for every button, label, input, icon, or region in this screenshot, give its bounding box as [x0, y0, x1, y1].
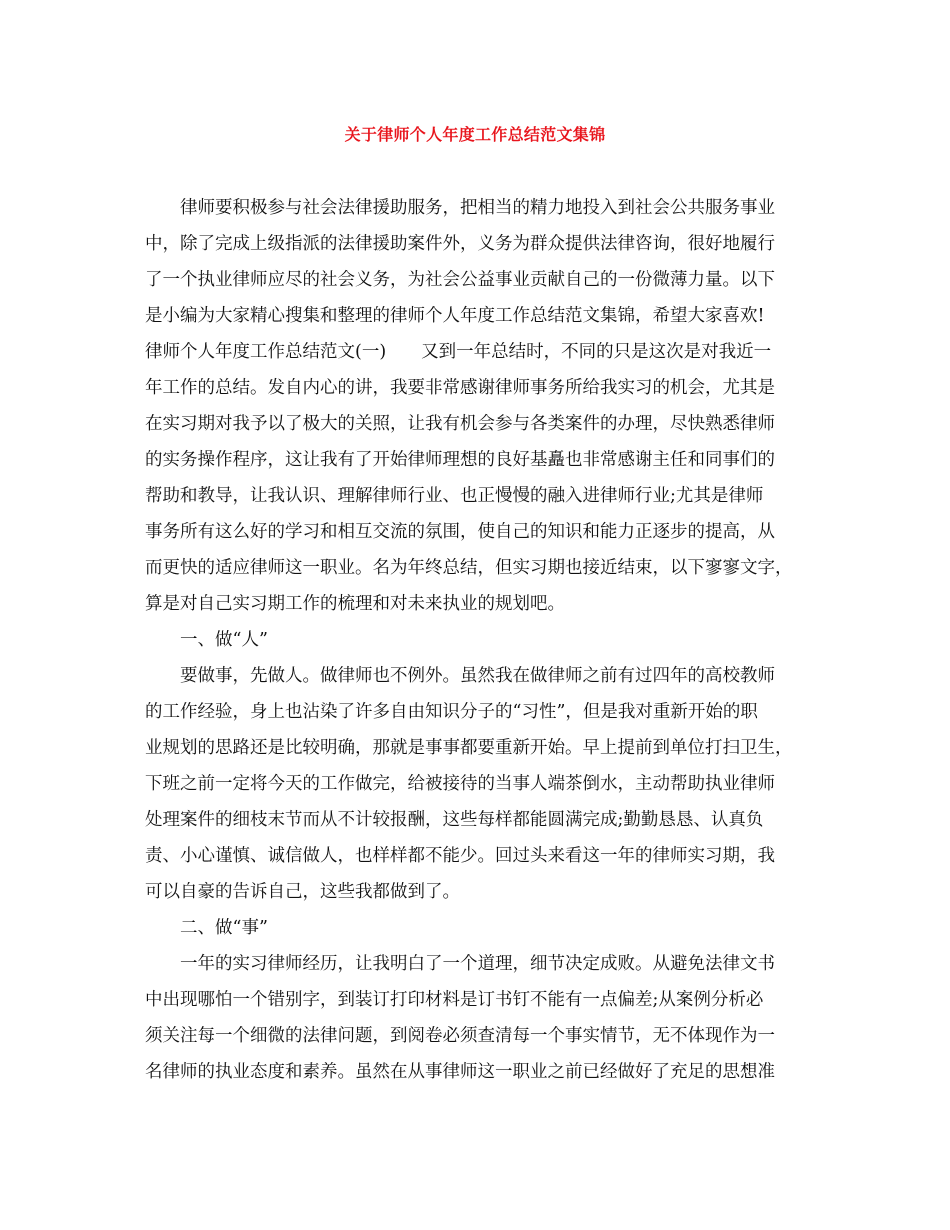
paragraph-line: 是小编为大家精心搜集和整理的律师个人年度工作总结范文集锦，希望大家喜欢!	[145, 306, 765, 326]
paragraph-line: 了一个执业律师应尽的社会义务，为社会公益事业贡献自己的一份微薄力量。以下	[145, 270, 775, 290]
paragraph-line: 名律师的执业态度和素养。虽然在从事律师这一职业之前已经做好了充足的思想准	[145, 1062, 775, 1082]
section-heading: 一、做“人”	[180, 630, 268, 650]
paragraph-line: 的实务操作程序，这让我有了开始律师理想的良好基矗也非常感谢主任和同事们的	[145, 450, 775, 470]
paragraph-line: 责、小心谨慎、诚信做人，也样样都不能少。回过头来看这一年的律师实习期，我	[145, 846, 775, 866]
paragraph-line: 下班之前一定将今天的工作做完，给被接待的当事人端茶倒水，主动帮助执业律师	[145, 774, 775, 794]
section-heading: 二、做“事”	[180, 918, 268, 938]
paragraph-line: 而更快的适应律师这一职业。名为年终总结，但实习期也接近结束，以下寥寥文字，	[145, 558, 793, 578]
paragraph-line: 中，除了完成上级指派的法律援助案件外，义务为群众提供法律咨询，很好地履行	[145, 234, 775, 254]
paragraph-line: 要做事，先做人。做律师也不例外。虽然我在做律师之前有过四年的高校教师	[180, 666, 775, 686]
paragraph-line: 可以自豪的告诉自己，这些我都做到了。	[145, 882, 460, 902]
paragraph-line: 帮助和教导，让我认识、理解律师行业、也正慢慢的融入进律师行业;尤其是律师	[145, 486, 764, 506]
document-title: 关于律师个人年度工作总结范文集锦	[344, 125, 606, 144]
paragraph-line: 中出现哪怕一个错别字，到装订打印材料是订书钉不能有一点偏差;从案例分析必	[145, 990, 764, 1010]
paragraph-line: 律师要积极参与社会法律援助服务，把相当的精力地投入到社会公共服务事业	[180, 198, 775, 218]
paragraph-line: 在实习期对我予以了极大的关照，让我有机会参与各类案件的办理，尽快熟悉律师	[145, 414, 775, 434]
paragraph-line: 一年的实习律师经历，让我明白了一个道理，细节决定成败。从避免法律文书	[180, 954, 775, 974]
paragraph-line: 算是对自己实习期工作的梳理和对未来执业的规划吧。	[145, 594, 565, 614]
paragraph-line: 事务所有这么好的学习和相互交流的氛围，使自己的知识和能力正逐步的提高，从	[145, 522, 775, 542]
paragraph-line: 律师个人年度工作总结范文(一) 又到一年总结时，不同的只是这次是对我近一	[145, 342, 772, 362]
paragraph-line: 年工作的总结。发自内心的讲，我要非常感谢律师事务所给我实习的机会，尤其是	[145, 378, 775, 398]
paragraph-line: 须关注每一个细微的法律问题，到阅卷必须查清每一个事实情节，无不体现作为一	[145, 1026, 775, 1046]
paragraph-line: 业规划的思路还是比较明确，那就是事事都要重新开始。早上提前到单位打扫卫生，	[145, 738, 793, 758]
paragraph-line: 处理案件的细枝末节而从不计较报酬，这些每样都能圆满完成;勤勤恳恳、认真负	[145, 810, 764, 830]
paragraph-line: 的工作经验，身上也沾染了许多自由知识分子的“习性”，但是我对重新开始的职	[145, 702, 758, 722]
